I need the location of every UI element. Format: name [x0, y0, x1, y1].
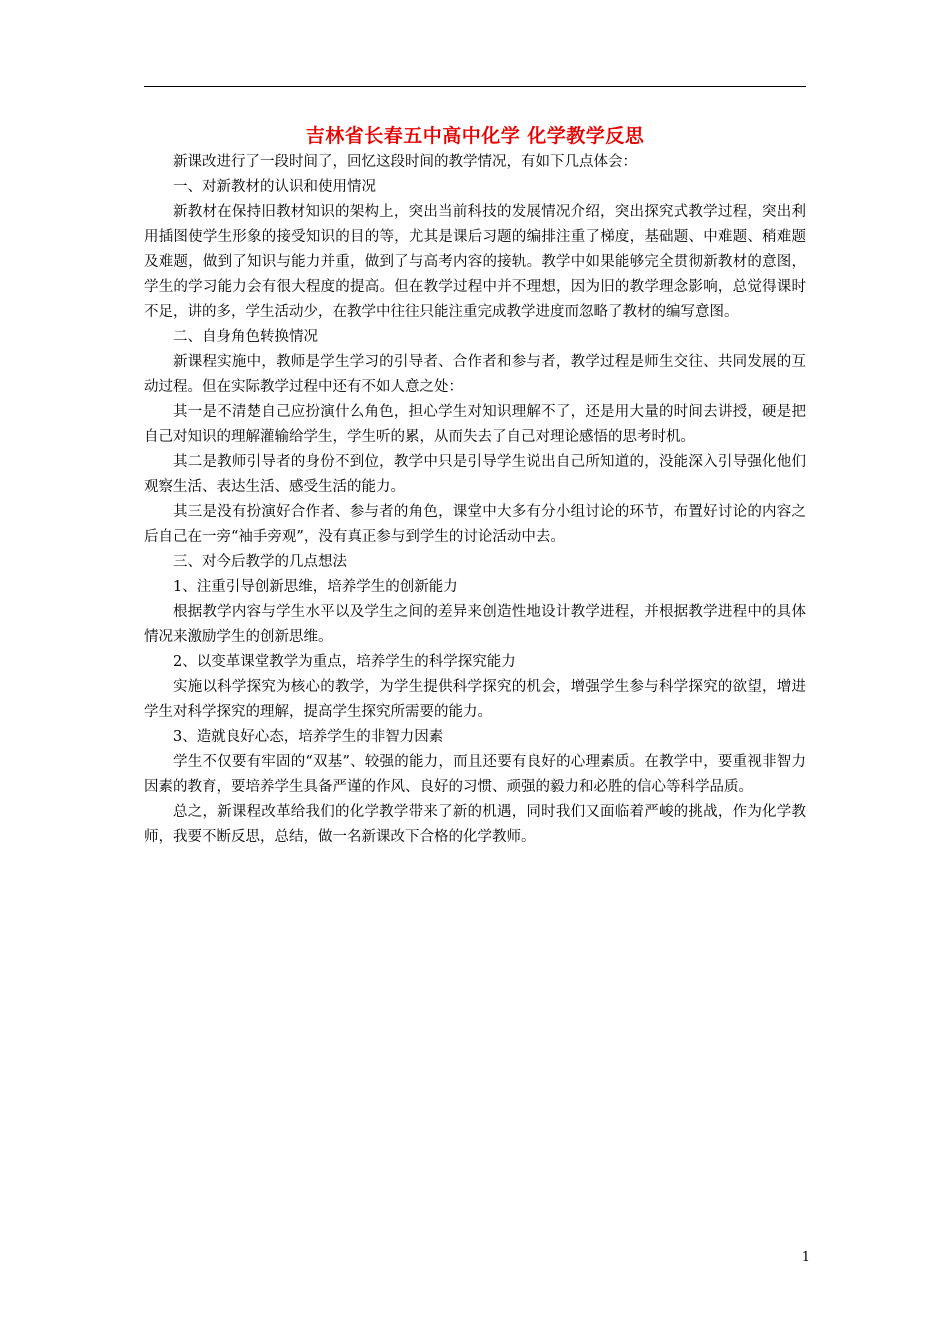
section-heading-1: 一、对新教材的认识和使用情况: [173, 179, 376, 195]
paragraph: 其二是教师引导者的身份不到位，教学中只是引导学生说出自己所知道的，没能深入引导强化他们观察生活、表达生活、感受生活的能力。: [144, 454, 806, 495]
document-title: 吉林省长春五中高中化学 化学教学反思: [305, 125, 645, 147]
document-body: [144, 150, 806, 850]
page-number: 1: [801, 1250, 810, 1265]
paragraph: 新课程实施中，教师是学生学习的引导者、合作者和参与者，教学过程是师生交往、共同发展的互动过程。但在实际教学过程中还有不如人意之处：: [144, 354, 806, 395]
subheading-1: 1、注重引导创新思维，培养学生的创新能力: [173, 579, 458, 595]
subheading-3: 3、造就良好心态，培养学生的非智力因素: [173, 729, 444, 745]
paragraph: 其三是没有扮演好合作者、参与者的角色，课堂中大多有分小组讨论的环节，布置好讨论的内容之后自己在一旁“袖手旁观”，没有真正参与到学生的讨论活动中去。: [144, 504, 806, 545]
paragraph: 其一是不清楚自己应扮演什么角色，担心学生对知识理解不了，还是用大量的时间去讲授，硬是把自己对知识的理解灌输给学生，学生听的累，从而失去了自己对理论感悟的思考时机。: [144, 404, 806, 445]
subheading-2: 2、以变革课堂教学为重点，培养学生的科学探究能力: [173, 654, 516, 670]
paragraph: 学生不仅要有牢固的“双基”、较强的能力，而且还要有良好的心理素质。在教学中，要重视非智力因素的教育，要培养学生具备严谨的作风、良好的习惯、顽强的毅力和必胜的信心等科学品质。: [144, 754, 806, 795]
paragraph: 实施以科学探究为核心的教学，为学生提供科学探究的机会，增强学生参与科学探究的欲望，增进学生对科学探究的理解，提高学生探究所需要的能力。: [144, 679, 806, 720]
paragraph-intro: 新课改进行了一段时间了，回忆这段时间的教学情况，有如下几点体会：: [173, 154, 637, 170]
section-heading-3: 三、对今后教学的几点想法: [173, 554, 347, 570]
paragraph: 根据教学内容与学生水平以及学生之间的差异来创造性地设计教学进程，并根据教学进程中的具体情况来激励学生的创新思维。: [144, 604, 806, 645]
paragraph-conclusion: 总之，新课程改革给我们的化学教学带来了新的机遇，同时我们又面临着严峻的挑战，作为化学教师，我要不断反思，总结，做一名新课改下合格的化学教师。: [144, 804, 806, 845]
section-heading-2: 二、自身角色转换情况: [173, 329, 318, 345]
paragraph: 新教材在保持旧教材知识的架构上，突出当前科技的发展情况介绍，突出探究式教学过程，突出利用插图使学生形象的接受知识的目的等，尤其是课后习题的编排注重了梯度，基础题、中难题、稍难题及难题，做到了知识与能力并重，做到了与高考内容的接轨。教学中如果能够完全贯彻新教材的意图，学生的学习能力会有很大程度的提高。但在教学过程中并不理想，因为旧的教学理念影响，总觉得课时不足，讲的多，学生活动少，在教学中往往只能注重完成教学进度而忽略了教材的编写意图。: [144, 204, 806, 320]
header-rule: [144, 86, 806, 87]
